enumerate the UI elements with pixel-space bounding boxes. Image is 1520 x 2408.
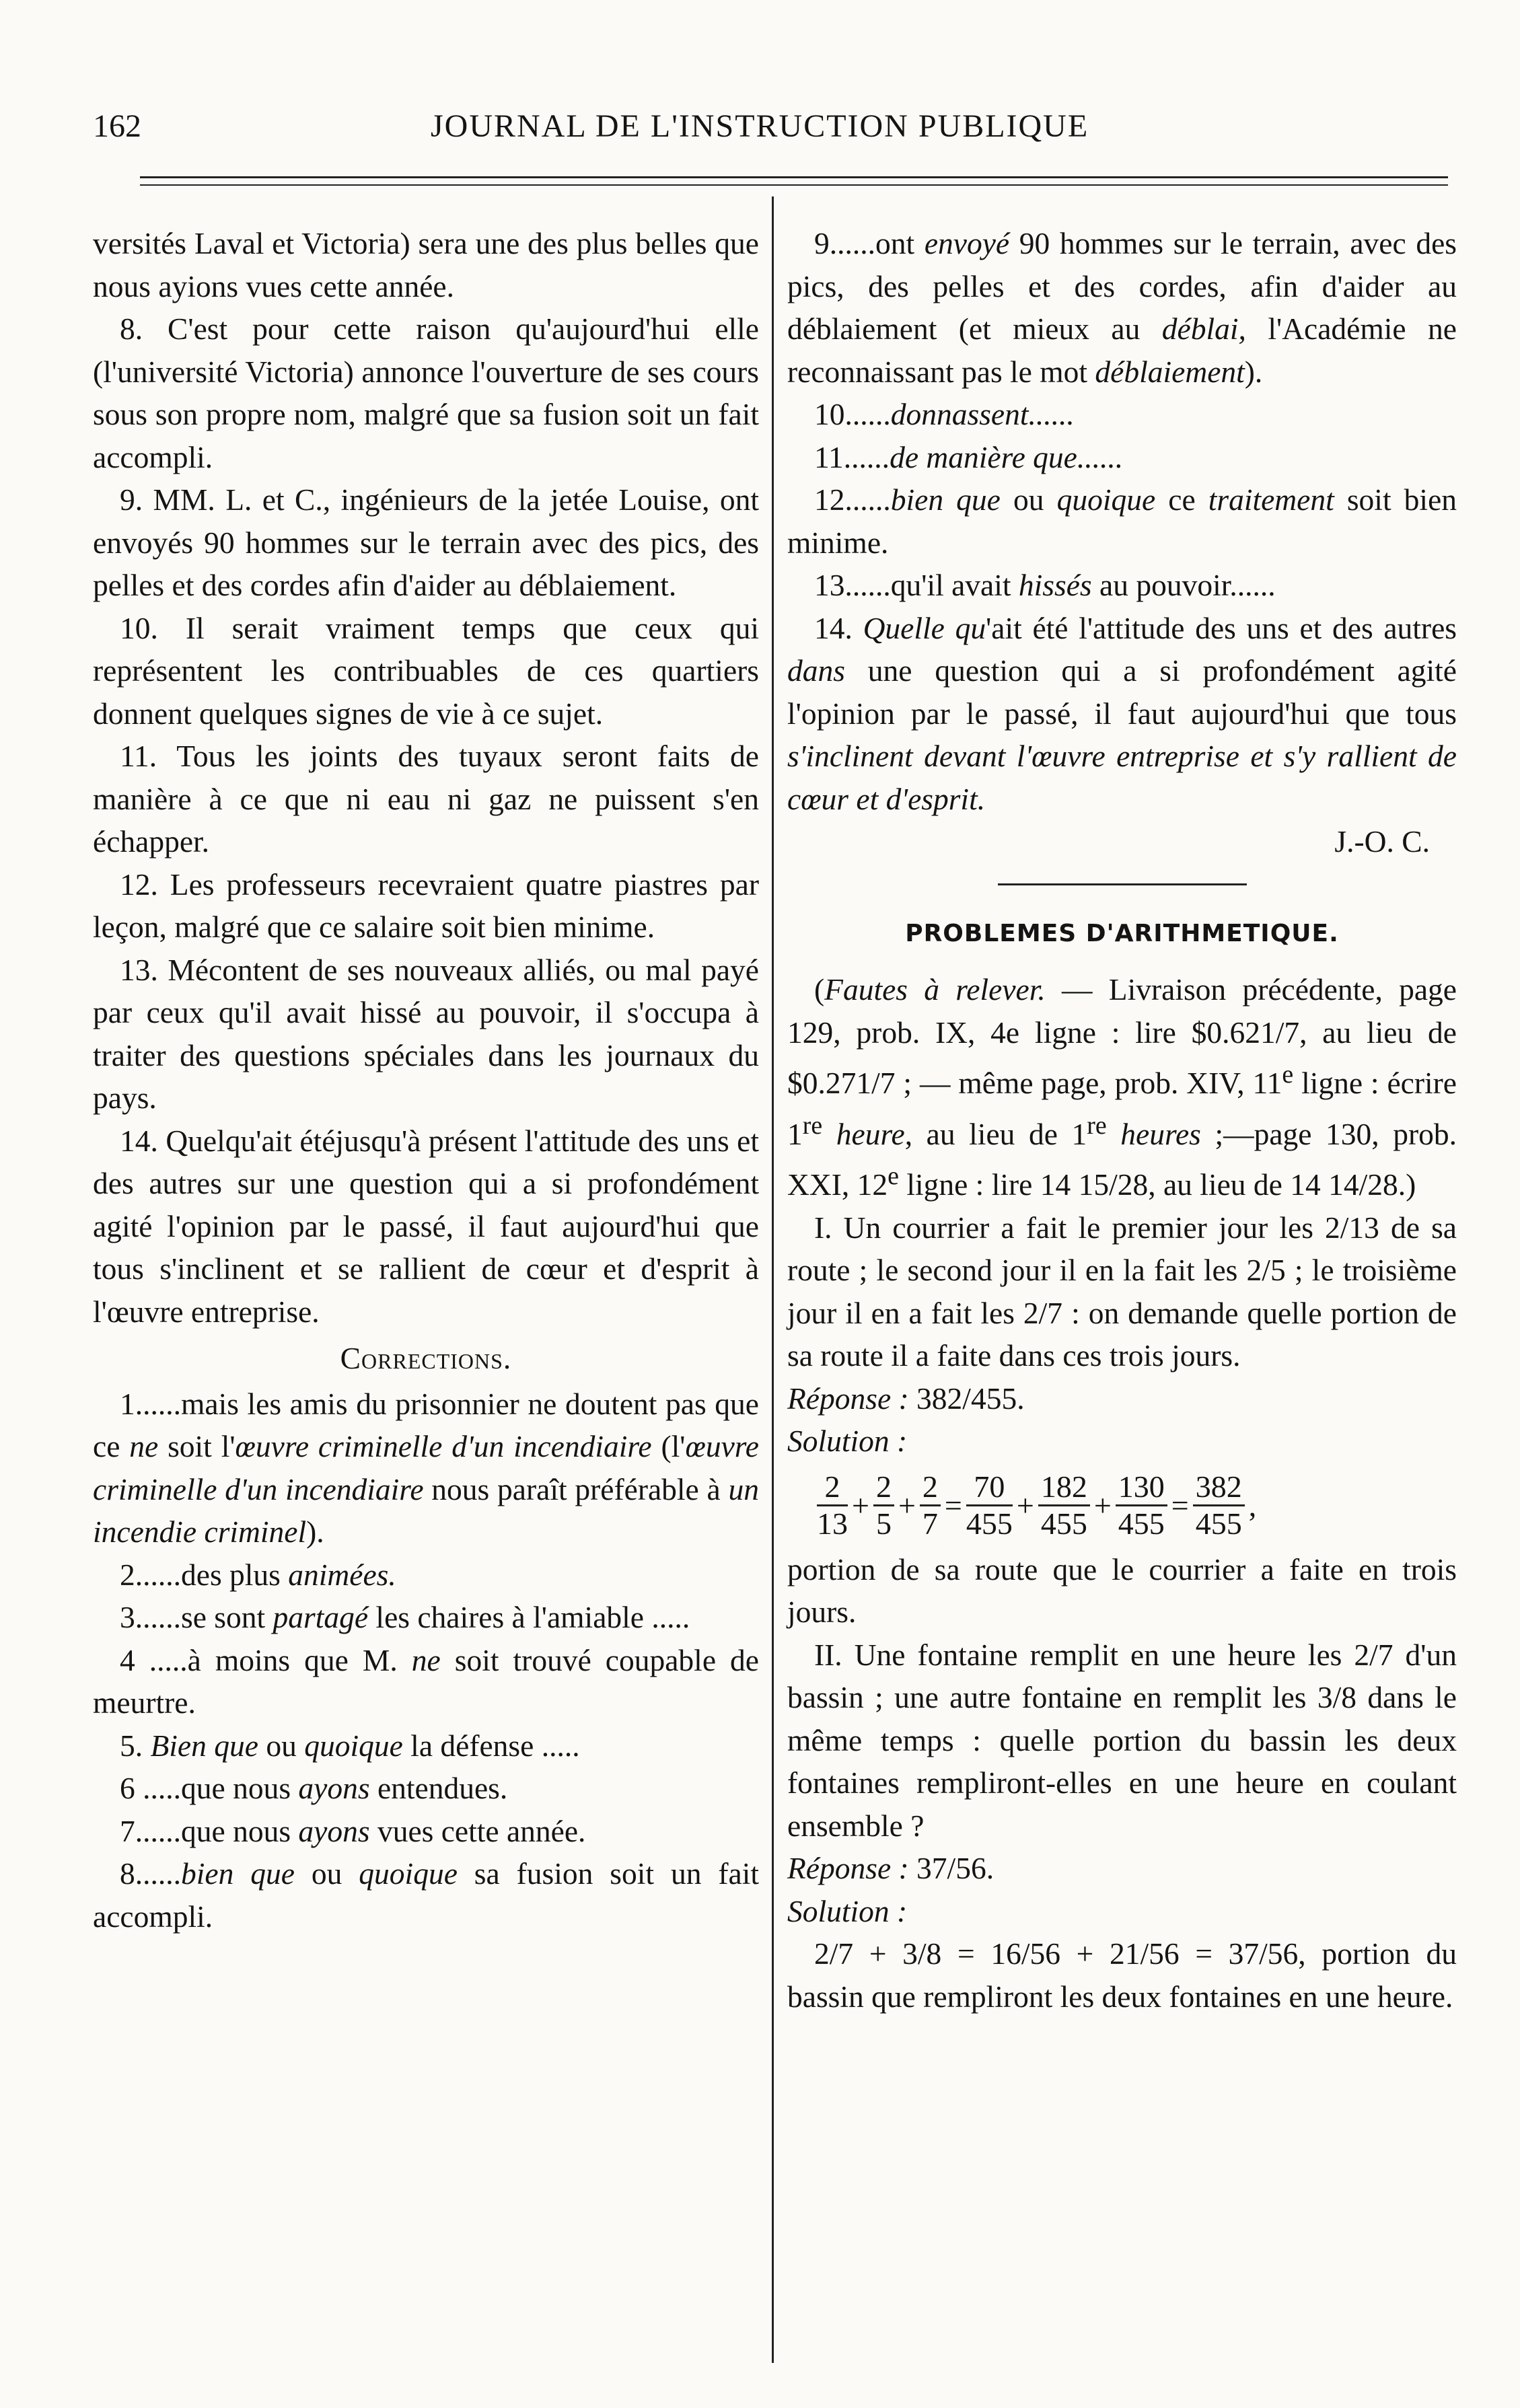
sentence-8: 8. C'est pour cette raison qu'aujourd'hui elle (l'université Victoria) annonce l'ouverture de ses cours sous son propre nom, malgré que sa fusion soit un fait accompli. bbox=[93, 312, 759, 474]
running-title: JOURNAL DE L'INSTRUCTION PUBLIQUE bbox=[431, 108, 1089, 144]
header-rule bbox=[140, 176, 1448, 178]
equation-fraction bbox=[920, 1469, 941, 1541]
corrections-title: Corrections. bbox=[340, 1341, 512, 1375]
correction-7: 7......que nous ayons vues cette année. bbox=[120, 1813, 586, 1848]
fraction-numerator: 2 bbox=[817, 1469, 848, 1506]
problem-1: I. Un courrier a fait le premier jour les 2/13 de sa route ; le second jour il en la fait les 2/5 ; le troisième jour il en a fait les 2/7 : on demande quelle portion de sa route il a faite dans ces trois jours. bbox=[787, 1210, 1457, 1373]
correction-14: 14. Quelle qu'ait été l'attitude des uns et des autres dans une question qui a si profondément agité l'opinion par le passé, il faut aujourd'hui que tous s'inclinent devant l'œuvre entreprise et s'y rallient de cœur et d'esprit. bbox=[787, 610, 1457, 816]
column-divider bbox=[772, 196, 774, 2363]
correction-1: 1......mais les amis du prisonnier ne doutent pas que ce ne soit l'œuvre criminelle d'un incendiaire (l'œuvre criminelle d'un incendiaire nous paraît préférable à un incendie criminel). bbox=[93, 1386, 759, 1549]
errata-note: (Fautes à relever. — Livraison précédente, page 129, prob. IX, 4e ligne : lire $0.621/7, au lieu de $0.271/7 ; — même page, prob. XIV, 11e ligne : écrire 1re heure, au lieu de 1re heures ;—page 130, prob. XXI, 12e ligne : lire 14 15/28, au lieu de 14 14/28.) bbox=[787, 972, 1457, 1202]
fraction-denominator: 455 bbox=[1040, 1506, 1087, 1541]
equation-fraction bbox=[817, 1469, 848, 1541]
fraction-denominator: 455 bbox=[1195, 1506, 1242, 1541]
correction-9: 9......ont envoyé 90 hommes sur le terrain, avec des pics, des pelles et des cordes, afin d'aider au déblaiement (et mieux au déblai, l'Académie ne reconnaissant pas le mot déblaiement). bbox=[787, 226, 1457, 389]
fraction-denominator: 455 bbox=[1118, 1506, 1165, 1541]
correction-8: 8......bien que ou quoique sa fusion soit un fait accompli. bbox=[93, 1856, 759, 1934]
solution-1-text: portion de sa route que le courrier a faite en trois jours. bbox=[787, 1552, 1457, 1630]
correction-3: 3......se sont partagé les chaires à l'amiable ..... bbox=[120, 1600, 690, 1634]
answer-1: Réponse : 382/455. bbox=[787, 1381, 1025, 1416]
correction-10: 10......donnassent...... bbox=[814, 397, 1075, 431]
solution-2: 2/7 + 3/8 = 16/56 + 21/56 = 37/56, portion du bassin que rempliront les deux fontaines en une heure. bbox=[787, 1936, 1457, 2014]
equation-fraction bbox=[1116, 1469, 1167, 1541]
correction-11: 11......de manière que...... bbox=[814, 439, 1124, 474]
fraction-denominator: 13 bbox=[817, 1506, 848, 1541]
fraction-numerator: 130 bbox=[1116, 1469, 1167, 1506]
sentence-10: 10. Il serait vraiment temps que ceux qui représentent les contribuables de ces quartiers donnent quelques signes de vie à ce sujet. bbox=[93, 610, 759, 731]
section-heading: PROBLEMES D'ARITHMETIQUE. bbox=[905, 919, 1339, 947]
equation-fraction bbox=[1038, 1469, 1090, 1541]
equation-operator: + bbox=[1016, 1488, 1034, 1523]
fraction-numerator: 382 bbox=[1193, 1469, 1245, 1506]
equation-fraction bbox=[966, 1469, 1013, 1541]
fraction-numerator: 70 bbox=[966, 1469, 1013, 1506]
sentence-9: 9. MM. L. et C., ingénieurs de la jetée Louise, ont envoyés 90 hommes sur le terrain avec des pics, des pelles et des cordes afin d'aider au déblaiement. bbox=[93, 482, 759, 602]
solution-2-label: Solution : bbox=[787, 1893, 908, 1928]
equation-fraction bbox=[1193, 1469, 1245, 1541]
equation-operator: , bbox=[1248, 1488, 1257, 1523]
equation-operator: + bbox=[1093, 1488, 1112, 1523]
sentence-11: 11. Tous les joints des tuyaux seront faits de manière à ce que ni eau ni gaz ne puissent s'en échapper. bbox=[93, 739, 759, 859]
fraction-numerator: 2 bbox=[873, 1469, 894, 1506]
sentence-14: 14. Quelqu'ait étéjusqu'à présent l'attitude des uns et des autres sur une question qui a si profondément agité l'opinion par le passé, il faut aujourd'hui que tous s'inclinent et se rallient de cœur et d'esprit à l'œuvre entreprise. bbox=[93, 1123, 759, 1329]
equation-operator: + bbox=[898, 1488, 916, 1523]
correction-2: 2......des plus animées. bbox=[120, 1557, 396, 1592]
equation-fraction bbox=[873, 1469, 894, 1541]
correction-13: 13......qu'il avait hissés au pouvoir...... bbox=[814, 568, 1276, 602]
paragraph-continued: versités Laval et Victoria) sera une des plus belles que nous ayions vues cette année. bbox=[93, 226, 759, 303]
section-rule bbox=[998, 883, 1247, 885]
page-number: 162 bbox=[93, 108, 141, 144]
fraction-numerator: 2 bbox=[920, 1469, 941, 1506]
solution-1-equation bbox=[814, 1469, 1457, 1541]
right-column bbox=[787, 222, 1457, 2018]
equation-operator: = bbox=[1171, 1488, 1189, 1523]
correction-4: 4 .....à moins que M. ne soit trouvé coupable de meurtre. bbox=[93, 1642, 760, 1720]
fraction-denominator: 7 bbox=[922, 1506, 938, 1541]
correction-5: 5. Bien que ou quoique la défense ..... bbox=[120, 1728, 580, 1763]
fraction-denominator: 455 bbox=[966, 1506, 1013, 1541]
fraction-denominator: 5 bbox=[875, 1506, 892, 1541]
answer-2: Réponse : 37/56. bbox=[787, 1851, 994, 1886]
header-rule-thin bbox=[140, 184, 1448, 186]
sentence-13: 13. Mécontent de ses nouveaux alliés, ou mal payé par ceux qu'il avait hissé au pouvoir, il s'occupa à traiter des questions spéciales dans les journaux du pays. bbox=[93, 952, 759, 1115]
problem-2: II. Une fontaine remplit en une heure les 2/7 d'un bassin ; une autre fontaine en remplit les 3/8 dans le même temps : quelle portion du bassin les deux fontaines rempliront-elles en une heure en coulant ensemble ? bbox=[787, 1637, 1457, 1843]
correction-6: 6 .....que nous ayons entendues. bbox=[120, 1771, 508, 1805]
solution-1-label: Solution : bbox=[787, 1424, 908, 1459]
fraction-numerator: 182 bbox=[1038, 1469, 1090, 1506]
left-column bbox=[93, 222, 759, 1938]
signature: J.-O. C. bbox=[1334, 824, 1430, 859]
sentence-12: 12. Les professeurs recevraient quatre piastres par leçon, malgré que ce salaire soit bien minime. bbox=[93, 867, 759, 944]
equation-operator: = bbox=[944, 1488, 962, 1523]
correction-12: 12......bien que ou quoique ce traitement soit bien minime. bbox=[787, 482, 1457, 560]
equation-operator: + bbox=[852, 1488, 869, 1523]
